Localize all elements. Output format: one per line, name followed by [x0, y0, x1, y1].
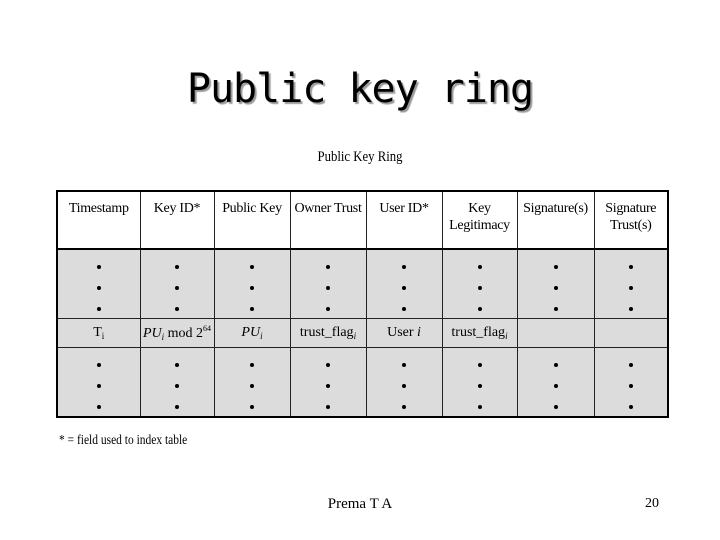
- header-key-legitimacy-line2: Legitimacy: [449, 218, 510, 233]
- table-row: [57, 319, 668, 348]
- vertical-ellipsis-icon: [175, 265, 179, 311]
- cell-timestamp: $T_i$: [57, 319, 140, 348]
- header-key-id: Key ID*: [140, 191, 214, 249]
- header-key-legitimacy: [442, 191, 517, 249]
- header-user-id: User ID*: [366, 191, 442, 249]
- header-key-legitimacy-line1: Key: [468, 201, 491, 216]
- table-header-row: [57, 191, 668, 249]
- ellipsis-cell: [290, 249, 366, 319]
- vertical-ellipsis-icon: [97, 265, 101, 311]
- vertical-ellipsis-icon: [402, 265, 406, 311]
- vertical-ellipsis-icon: [326, 363, 330, 409]
- ellipsis-cell: [140, 348, 214, 418]
- vertical-ellipsis-icon: [175, 363, 179, 409]
- ellipsis-cell: [442, 249, 517, 319]
- header-timestamp: Timestamp: [57, 191, 140, 249]
- ellipsis-cell: [57, 348, 140, 418]
- ellipsis-cell: [57, 249, 140, 319]
- ellipsis-cell: [290, 348, 366, 418]
- vertical-ellipsis-icon: [554, 265, 558, 311]
- vertical-ellipsis-icon: [629, 265, 633, 311]
- cell-user-id: User i: [366, 319, 442, 348]
- ellipsis-cell: [366, 249, 442, 319]
- vertical-ellipsis-icon: [250, 265, 254, 311]
- vertical-ellipsis-icon: [478, 265, 482, 311]
- vertical-ellipsis-icon: [478, 363, 482, 409]
- ellipsis-cell: [594, 249, 668, 319]
- table-footnote: * = field used to index table: [59, 433, 188, 448]
- header-signatures: Signature(s): [517, 191, 594, 249]
- header-signature-trust: [594, 191, 668, 249]
- slide-number: 20: [645, 496, 659, 511]
- vertical-ellipsis-icon: [250, 363, 254, 409]
- vertical-ellipsis-icon: [629, 363, 633, 409]
- ellipsis-cell: [366, 348, 442, 418]
- vertical-ellipsis-icon: [326, 265, 330, 311]
- ellipsis-cell: [517, 348, 594, 418]
- slide-title: Public key ring: [186, 66, 534, 112]
- cell-key-legitimacy: trust_flag$_i$: [442, 319, 517, 348]
- cell-signature-trust: [594, 319, 668, 348]
- header-signature-trust-line2: Trust(s): [610, 218, 652, 233]
- ellipsis-cell: [594, 348, 668, 418]
- ellipsis-cell: [140, 249, 214, 319]
- figure-caption: Public Key Ring: [317, 149, 403, 165]
- cell-key-id: $PU_i$ mod $2^{64}$: [140, 319, 214, 348]
- vertical-ellipsis-icon: [554, 363, 558, 409]
- public-key-ring-table: [56, 190, 669, 418]
- header-signature-trust-line1: Signature: [605, 201, 657, 216]
- ellipsis-cell: [214, 249, 290, 319]
- ellipsis-row-top: [57, 249, 668, 319]
- ellipsis-cell: [214, 348, 290, 418]
- footer-author: Prema T A: [327, 496, 393, 512]
- ellipsis-cell: [517, 249, 594, 319]
- cell-signatures: [517, 319, 594, 348]
- header-public-key: Public Key: [214, 191, 290, 249]
- cell-public-key: $PU_i$: [214, 319, 290, 348]
- vertical-ellipsis-icon: [97, 363, 101, 409]
- ellipsis-row-bottom: [57, 348, 668, 418]
- ellipsis-cell: [442, 348, 517, 418]
- vertical-ellipsis-icon: [402, 363, 406, 409]
- header-owner-trust: Owner Trust: [290, 191, 366, 249]
- cell-owner-trust: trust_flag$_i$: [290, 319, 366, 348]
